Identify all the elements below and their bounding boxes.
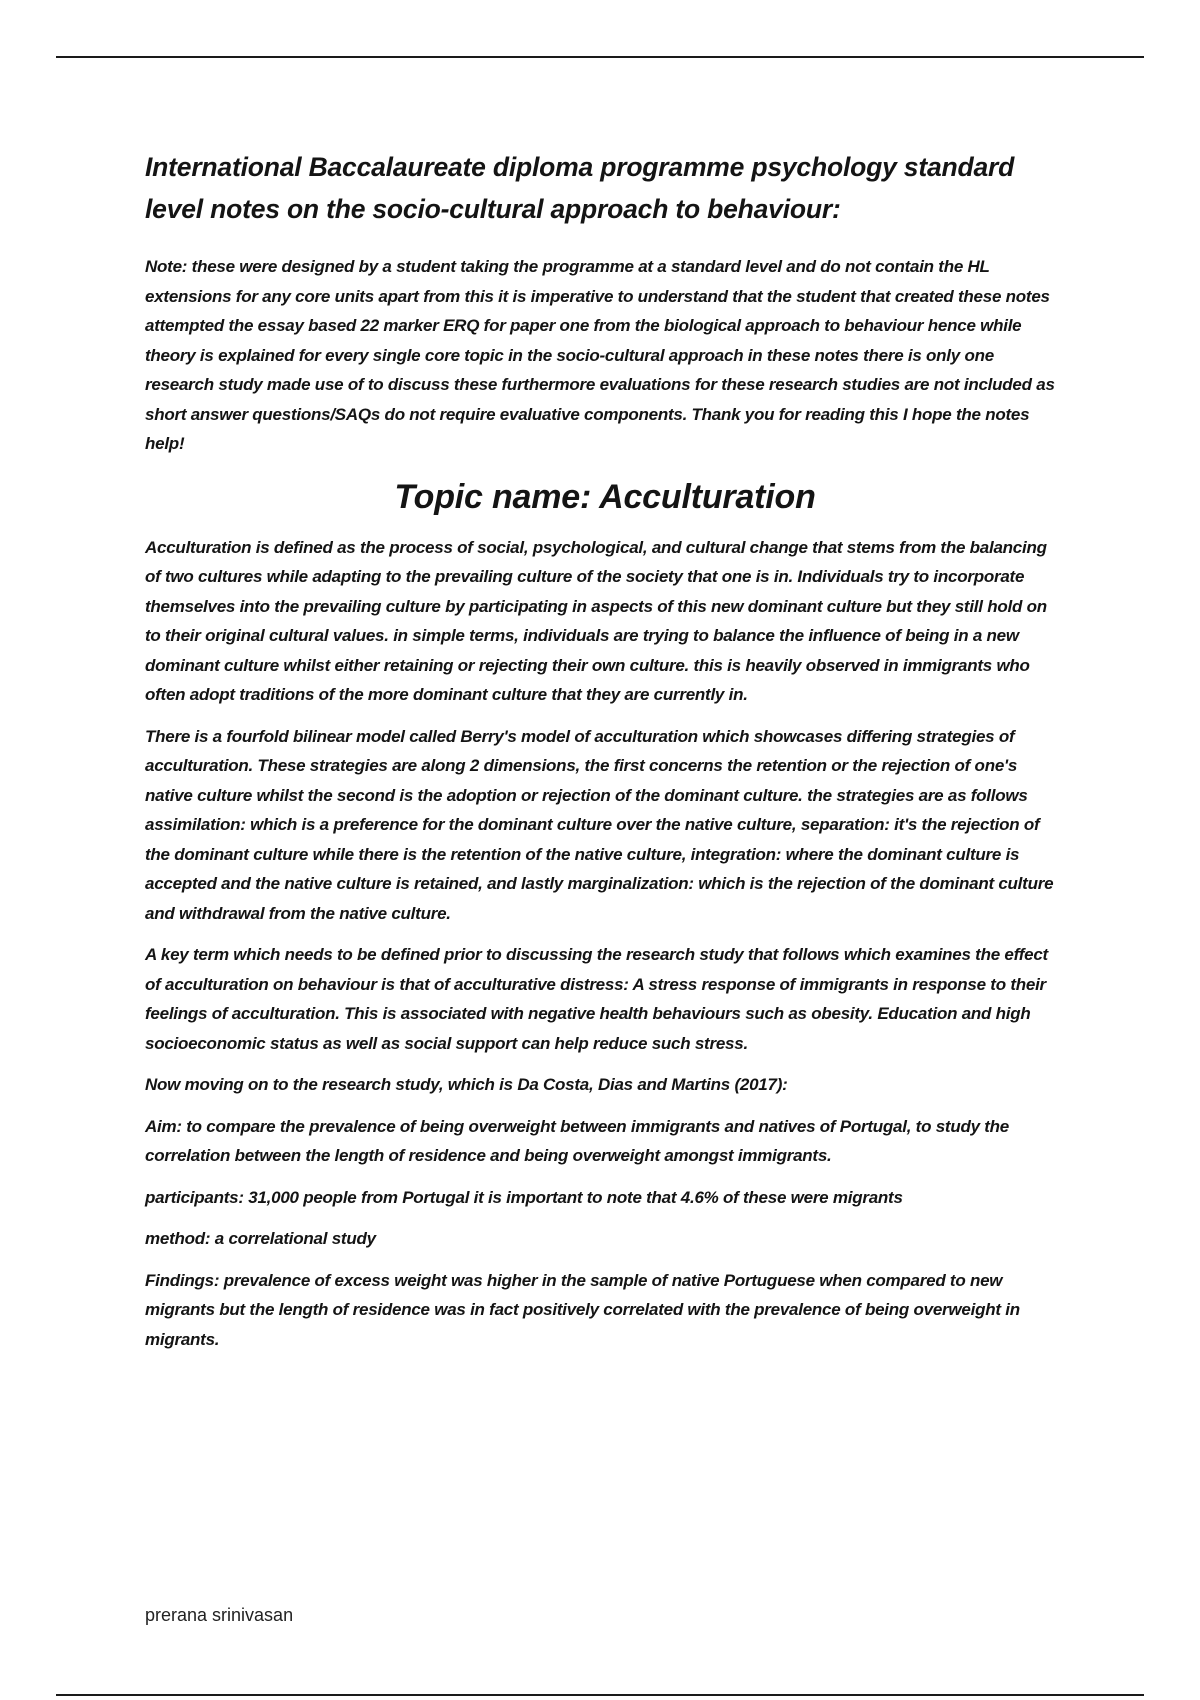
bottom-divider	[56, 1694, 1144, 1696]
paragraph-participants: participants: 31,000 people from Portugal it is important to note that 4.6% of these were migrants	[145, 1187, 903, 1207]
paragraph-berry-model: There is a fourfold bilinear model called Berry's model of acculturation which showcases differing strategies of acculturation. These strategies are along 2 dimensions, the first concerns the retention or the rejection of one's native culture whilst the second is the adoption or rejection of the dominant culture. the strategies are as follows assimilation: which is a preference for the dominant culture over the native culture, separation: it's the rejection of the dominant culture while there is the retention of the native culture, integration: where the dominant culture is accepted and the native culture is retained, and lastly marginalization: which is the rejection of the dominant culture and withdrawal from the native culture.	[145, 726, 1054, 923]
author-name: prerana srinivasan	[145, 1605, 294, 1625]
student-note: Note: these were designed by a student taking the programme at a standard level and do not contain the HL extensions for any core units apart from this it is imperative to understand that the student that created these notes attempted the essay based 22 marker ERQ for paper one from the biological approach to behaviour hence while theory is explained for every single core topic in the socio-cultural approach in these notes there is only one research study made use of to discuss these furthermore evaluations for these research studies are not included as short answer questions/SAQs do not require evaluative components. Thank you for reading this I hope the notes help!	[145, 257, 1055, 453]
paragraph-method: method: a correlational study	[145, 1229, 376, 1248]
paragraph-acculturation-definition: Acculturation is defined as the process of social, psychological, and cultural change that stems from the balancing of two cultures while adapting to the prevailing culture of the society that one is in. Individuals try to incorporate themselves into the prevailing culture by participating in aspects of this new dominant culture but they still hold on to their original cultural values. in simple terms, individuals are trying to balance the influence of being in a new dominant culture whilst either retaining or rejecting their own culture. this is heavily observed in immigrants who often adopt traditions of the more dominant culture that they are currently in.	[145, 537, 1047, 704]
topic-heading: Topic name: Acculturation	[394, 477, 816, 516]
paragraph-research-study-intro: Now moving on to the research study, which is Da Costa, Dias and Martins (2017):	[145, 1075, 788, 1094]
paragraph-aim: Aim: to compare the prevalence of being overweight between immigrants and natives of Portugal, to study the correlation between the length of residence and being overweight amongst immigrants.	[145, 1116, 1010, 1165]
top-divider	[56, 56, 1144, 58]
paragraph-findings: Findings: prevalence of excess weight was higher in the sample of native Portuguese when compared to new migrants but the length of residence was in fact positively correlated with the prevalence of being overweight in migrants.	[145, 1270, 1020, 1349]
document-body	[145, 146, 1065, 1366]
paragraph-acculturative-distress: A key term which needs to be defined prior to discussing the research study that follows which examines the effect of acculturation on behaviour is that of acculturative distress: A stress response of immigrants in response to their feelings of acculturation. This is associated with negative health behaviours such as obesity. Education and high socioeconomic status as well as social support can help reduce such stress.	[145, 945, 1048, 1053]
document-title: International Baccalaureate diploma programme psychology standard level notes on the socio-cultural approach to behaviour:	[145, 152, 1015, 224]
